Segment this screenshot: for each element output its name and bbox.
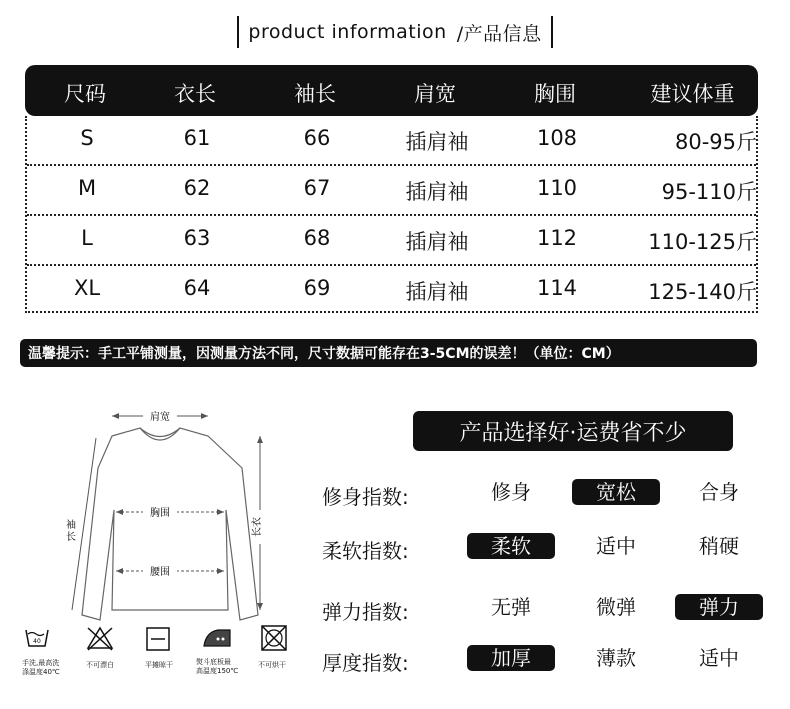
chest-cell: 112 — [536, 226, 578, 250]
fit-index-label: 修身指数: — [322, 485, 409, 509]
thickness-index-row — [322, 645, 782, 675]
weight-cell: 125-140斤 — [648, 280, 757, 304]
waist-label: 腰围 — [150, 567, 170, 578]
stretch-index-row — [322, 594, 782, 624]
title-cn: /产品信息 — [456, 22, 542, 45]
measurement-tip-banner — [20, 339, 757, 367]
fit-option-slim: 修身 — [491, 480, 531, 504]
weight-cell: 95-110斤 — [661, 180, 757, 204]
length-cell: 64 — [183, 276, 211, 300]
sleeve-cell: 69 — [303, 276, 331, 300]
shoulder-cell: 插肩袖 — [405, 280, 469, 304]
size-table-body — [25, 116, 758, 313]
shoulder-label: 肩宽 — [150, 412, 170, 423]
size-cell: S — [80, 126, 94, 150]
softness-index-label: 柔软指数: — [322, 539, 409, 563]
title-en: product information — [248, 21, 447, 43]
size-cell: L — [81, 226, 93, 250]
care-label: 高温度150℃ — [196, 667, 239, 675]
garment-measurement-diagram — [20, 400, 310, 700]
chest-cell: 114 — [536, 276, 578, 300]
flat-dry-icon — [147, 628, 169, 650]
weight-cell: 110-125斤 — [648, 230, 757, 254]
no-tumble-dry-icon — [262, 626, 286, 650]
care-label: 涤温度40℃ — [22, 668, 60, 676]
stretch-option-stretchy-selected: 弹力 — [675, 594, 763, 620]
size-table-header — [25, 65, 758, 116]
care-label: 不可烘干 — [258, 661, 286, 669]
header-length: 衣长 — [174, 82, 216, 106]
header-sleeve: 袖长 — [294, 82, 336, 106]
length-cell: 63 — [183, 226, 211, 250]
care-label: 平摊晾干 — [145, 661, 173, 669]
sweatshirt-outline — [82, 428, 258, 620]
no-bleach-icon — [88, 628, 112, 650]
chest-label: 胸围 — [150, 508, 170, 519]
header-weight: 建议体重 — [650, 82, 735, 106]
measurement-tip-text: 温馨提示：手工平铺测量，因测量方法不同，尺寸数据可能存在3-5CM的误差！（单位：CM） — [28, 346, 620, 362]
length-label: 长衣 — [252, 517, 263, 537]
softness-option-medium: 适中 — [596, 534, 636, 558]
table-row — [27, 116, 756, 166]
stretch-option-slight: 微弹 — [596, 595, 636, 619]
softness-option-soft-selected: 柔软 — [467, 533, 555, 559]
header-shoulder: 肩宽 — [414, 82, 456, 106]
weight-cell: 80-95斤 — [674, 130, 757, 154]
fit-option-regular: 合身 — [699, 480, 739, 504]
hand-wash-icon — [26, 630, 48, 646]
svg-text:40: 40 — [33, 638, 41, 645]
length-cell: 62 — [183, 176, 211, 200]
chest-cell: 108 — [536, 126, 578, 150]
softness-option-stiff: 稍硬 — [699, 534, 739, 558]
title-right-bar — [551, 16, 553, 48]
size-cell: M — [77, 176, 97, 200]
shoulder-cell: 插肩袖 — [405, 130, 469, 154]
sleeve-cell: 66 — [303, 126, 331, 150]
thickness-option-medium: 适中 — [699, 646, 739, 670]
slogan-banner — [413, 411, 733, 451]
care-label: 熨斗底板最 — [196, 658, 231, 666]
fit-index-row — [322, 479, 782, 509]
softness-index-row — [322, 533, 782, 563]
sleeve-cell: 68 — [303, 226, 331, 250]
slogan-text: 产品选择好·运费省不少 — [459, 420, 687, 446]
thickness-option-thick-selected: 加厚 — [467, 645, 555, 671]
length-cell: 61 — [183, 126, 211, 150]
size-table — [25, 65, 758, 313]
iron-icon — [204, 630, 230, 646]
thickness-option-thin: 薄款 — [596, 646, 636, 670]
stretch-option-none: 无弹 — [491, 595, 531, 619]
table-row — [27, 216, 756, 266]
sleeve-cell: 67 — [303, 176, 331, 200]
shoulder-cell: 插肩袖 — [405, 180, 469, 204]
care-label: 手洗,最高洗 — [22, 659, 60, 667]
thickness-index-label: 厚度指数: — [322, 651, 409, 675]
title-left-bar — [237, 16, 239, 48]
size-cell: XL — [73, 276, 101, 300]
header-chest: 胸围 — [534, 82, 576, 106]
header-size: 尺码 — [64, 82, 106, 106]
table-row — [27, 266, 756, 314]
table-row — [27, 166, 756, 216]
care-label: 不可漂白 — [86, 661, 114, 669]
sleeve-label: 袖长 — [66, 520, 76, 543]
product-info-title — [0, 14, 790, 50]
chest-cell: 110 — [536, 176, 578, 200]
stretch-index-label: 弹力指数: — [322, 600, 409, 624]
shoulder-cell: 插肩袖 — [405, 230, 469, 254]
fit-option-loose-selected: 宽松 — [572, 479, 660, 505]
